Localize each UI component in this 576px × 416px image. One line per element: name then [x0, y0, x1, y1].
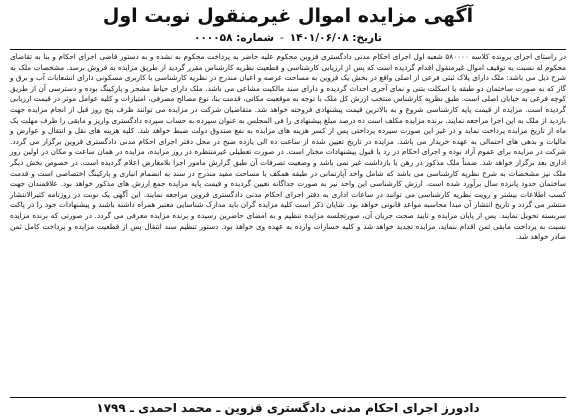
- notice-number: شماره: ۰۰۰۰۵۸: [194, 31, 274, 44]
- notice-signature: دادورز اجرای احکام مدنی دادگستری قزوین ـ محمد احمدی ـ ۱۷۹۹: [96, 401, 480, 415]
- meta-separator: -: [279, 31, 284, 44]
- title-divider: [10, 49, 566, 50]
- notice-date: تاریخ: ۱۴۰۱/۰۶/۰۸: [289, 31, 382, 44]
- footer-divider: [10, 397, 566, 398]
- notice-body: [6, 52, 570, 394]
- notice-title: آگهی مزایده اموال غیرمنقول نوبت اول: [102, 5, 474, 27]
- notice-meta: [6, 29, 570, 46]
- notice-body-text: در راستای اجرای پرونده کلاسه ۵۸۰۰۰۰ شعبه اول اجرای احکام مدنی دادگستری قزوین محکوم علیه حاضر به پرداخت محکوم به نشده و به دستور قاضی اجرای احکام و بنا به تقاضای محکوم له نسبت به توقیف اموال غیرمنقول اقدام گردیده است که پس از ارزیابی کارشناسی و قطعیت نظریه کارشناس مقرر گردید از طریق مزایده به فروش برسد. مشخصات ملک به شرح ذیل می باشد: ملک دارای پلاک ثبتی فرعی از اصلی واقع در بخش یک قزوین به مساحت عرصه و اعیان مندرج در نظریه کارشناسی با کاربری مسکونی دارای انشعابات آب و برق و گاز که به صورت ساختمان دو طبقه با اسکلت بتنی و نمای آجری احداث گردیده و دارای سند مالکیت مشاعی می باشد. ملک دارای حیاط مشجر و پارکینگ بوده و دسترسی آن از طریق کوچه فرعی به خیابان اصلی است. طبق نظریه کارشناس منتخب ارزش کل ملک با توجه به موقعیت مکانی، قدمت بنا، نوع مصالح مصرفی، امتیازات و کلیه عوامل موثر در قیمت ارزیابی گردیده است. مزایده از قیمت پایه کارشناسی شروع و به بالاترین قیمت پیشنهادی فروخته خواهد شد. متقاضیان شرکت در مزایده می توانند ظرف پنج روز قبل از انجام مزایده جهت بازدید از ملک به این اجرا مراجعه نمایند. برنده مزایده مکلف است ده درصد مبلغ پیشنهادی را فی المجلس به عنوان سپرده به حساب سپرده دادگستری واریز و مابقی را ظرف مهلت یک ماه از تاریخ مزایده پرداخت نماید و در غیر این صورت سپرده پرداختی پس از کسر هزینه های مزایده به نفع صندوق دولت ضبط خواهد شد. کلیه هزینه های نقل و انتقال و عوارض و مالیات و بدهی های احتمالی به عهده خریدار می باشد. مزایده در تاریخ تعیین شده از ساعت ده الی یازده صبح در محل دفتر اجرای احکام مدنی دادگستری قزوین برگزار می گردد. شرکت در مزایده برای عموم آزاد بوده و اجرای احکام در رد یا قبول پیشنهادات مختار است. در صورت تعطیلی غیرمنتظره در روز مزایده، مزایده در همان ساعت و مکان در اولین روز اداری بعد برگزار خواهد شد. ضمناً ملک مذکور در رهن یا بازداشت غیر نمی باشد و وضعیت تصرفات آن طبق گزارش مامور اجرا بلامعارض اعلام گردیده است. در خصوص بخش دیگر ملک نیز مشخصات به شرح نظریه کارشناسی می باشد که شامل واحد آپارتمانی در طبقه همکف با مساحت مفید مندرج در سند به انضمام انباری و پارکینگ اختصاصی است و قدمت ساختمان حدود پانزده سال برآورد شده است. ارزش کارشناسی این واحد نیز به صورت جداگانه تعیین گردیده و قیمت پایه مزایده جمع ارزش های مذکور خواهد بود. علاقمندان جهت کسب اطلاعات بیشتر و رویت نظریه کارشناسی می توانند در ساعات اداری به دفتر اجرای احکام مدنی دادگستری قزوین مراجعه نمایند. این آگهی یک نوبت در روزنامه کثیرالانتشار منتشر می گردد و تاریخ انتشار آن مبدا محاسبه مواعد قانونی خواهد بود. شایان ذکر است کلیه مزایده گران باید مدارک شناسایی معتبر همراه داشته باشند و پیشنهادات خود را در پاکت سربسته تحویل نمایند. پس از پایان مزایده و تایید صحت جریان آن، صورتجلسه مزایده تنظیم و به امضای حاضرین رسیده و برنده مزایده معرفی می گردد. در صورتی که برنده مزایده نسبت به پرداخت مابقی ثمن اقدام ننماید، مزایده تجدید خواهد شد و کلیه خسارات وارده به عهده وی خواهد بود. دستور تنظیم سند انتقال پس از قطعیت مزایده و پرداخت کامل ثمن صادر خواهد شد.: [10, 52, 566, 242]
